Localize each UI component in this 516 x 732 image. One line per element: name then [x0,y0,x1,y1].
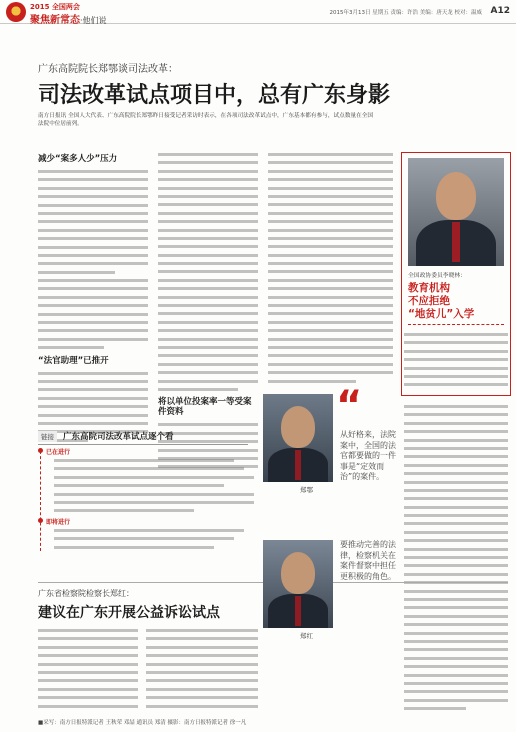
quote-mark-icon: “ [336,383,363,429]
profile-column-continued [404,402,508,712]
timeline-box [38,430,258,558]
photo-zheng-hong [263,540,333,628]
article1-column-2 [158,150,258,471]
article2-column-2 [146,626,258,710]
timeline-section-1: 已在进行 [46,449,71,456]
page-number: A12 [490,6,510,16]
profile-divider [408,324,504,325]
timeline-entries-1 [54,456,254,515]
column-3-body [268,150,393,385]
profile-caption: 全国政协委员李晓林： [408,273,466,279]
timeline-dot-1 [38,448,43,453]
masthead-subtitle: ·他们说 [80,16,107,25]
profile-quote-line-3: “地贫儿”入学 [408,308,475,320]
article2-headline: 建议在广东开展公益诉讼试点 [38,605,220,621]
timeline-rule [38,444,248,445]
article1-subhead-1: 减少“案多人少”压力 [38,154,118,164]
timeline-dot-2 [38,518,43,523]
photo2-caption: 郑鄂 [300,486,313,494]
column-2-body [158,150,258,393]
pullquote-1: 从好格来，法院案中，全国的法官都要做的一件事是“定效而治”的案件。 [340,430,396,481]
column-1-body [38,167,148,352]
timeline-connector [40,451,41,551]
masthead-title-text: 聚焦新常态 [30,15,80,26]
article1-headline: 司法改革试点项目中，总有广东身影 [38,83,391,108]
pullquote-2: 要推动完善的法律，检察机关在案件督察中担任更积极的角色。 [340,540,396,581]
article1-lead: 南方日报讯 全国人大代表、广东高院院长郑鄂昨日接受记者采访时表示，在各项司法改革试点中，广东基本都有参与，试点数量在全国法院中位居前列。 [38,113,373,128]
masthead [0,0,516,24]
profile-photo [408,158,504,266]
timeline-header [38,430,174,442]
article2-column-1 [38,626,138,710]
article1-column-1 [38,150,148,444]
article1-column-3 [268,150,393,385]
photo3-caption: 郑红 [300,632,313,640]
timeline-section-2: 即将进行 [46,519,71,526]
masthead-year-label: 2015 全国两会 [30,3,80,11]
article-footer-credit: ■采写：南方日报特派记者 王秋荣 邓喆 通讯员 郑清 摄影：南方日报特派记者 徐一凡 [38,720,247,726]
timeline-entries-2 [54,526,254,551]
article1-kicker: 广东高院院长郑鄂谈司法改革： [38,64,178,75]
article2-kicker: 广东省检察院检察长郑红： [38,589,134,598]
national-emblem-icon [6,2,26,22]
profile-body [404,330,508,389]
photo-zheng-e [263,394,333,482]
article1-subhead-4: 将以单位投案率一等受案件资料 [158,397,252,418]
masthead-title [30,11,107,26]
article1-subhead-2: “法官助理”已推开 [38,355,109,366]
masthead-date-info: 2015年3月13日 星期五 责编：许浩 美编：唐天龙 校对：温威 [329,10,482,16]
profile-quote-line-2: 不应拒绝 [408,295,450,307]
timeline-title: 广东高院司法改革试点逐个看 [63,432,174,442]
timeline-tag: 链接 [38,431,57,442]
profile-quote [408,282,474,321]
profile-quote-line-1: 教育机构 [408,282,450,294]
